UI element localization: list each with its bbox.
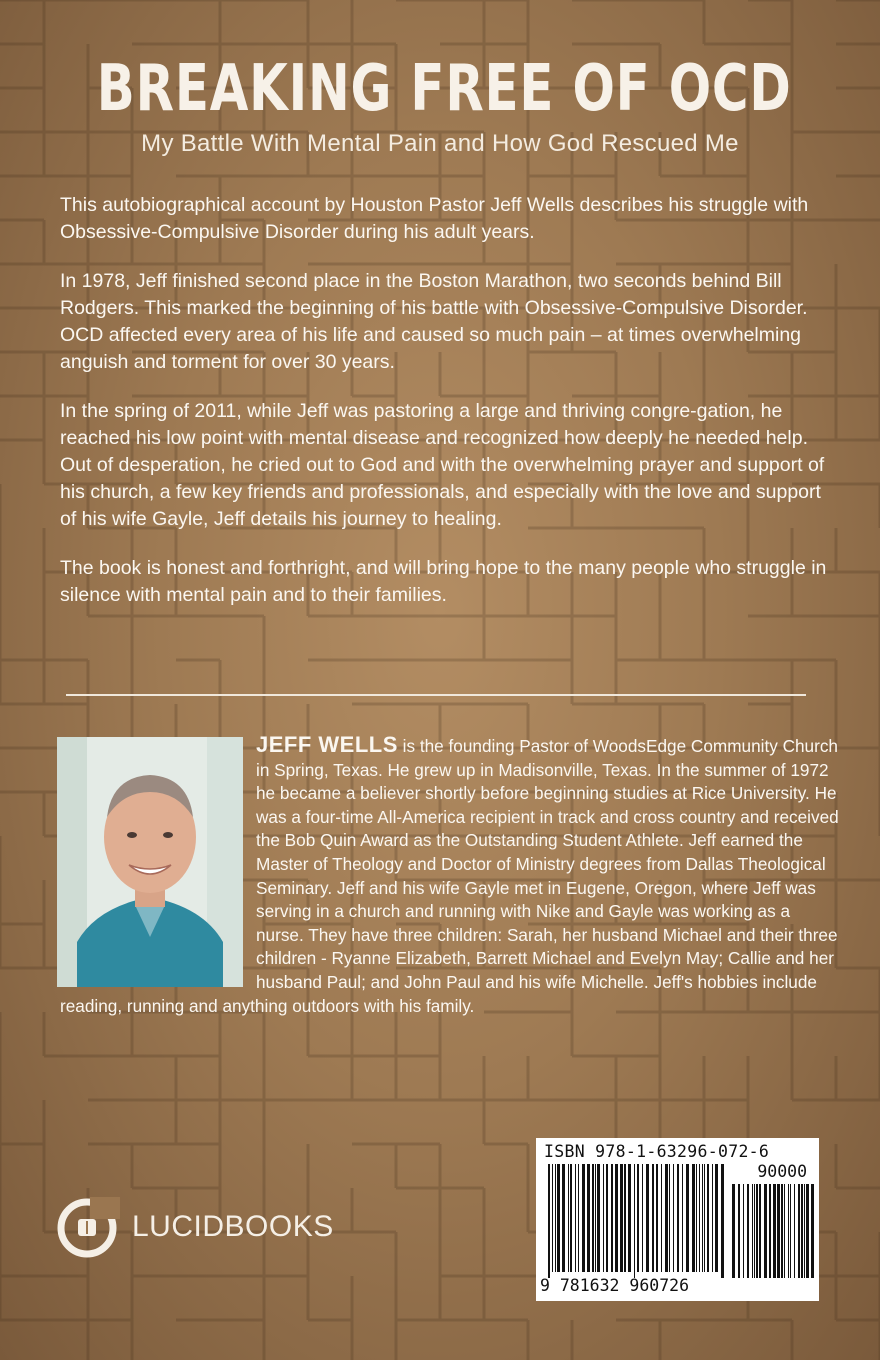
isbn-barcode: [536, 1138, 819, 1301]
book-description: [60, 192, 830, 631]
section-divider: [66, 694, 806, 696]
author-name: JEFF WELLS: [256, 732, 398, 757]
description-paragraph: In the spring of 2011, while Jeff was pastoring a large and thriving congre-gation, he reached his low point with mental disease and recognized how deeply he needed help. Out of desperation, he cried out to God and with the overwhelming prayer and support of his church, a few key friends and professionals, and especially with the love and support of his wife Gayle, Jeff details his journey to healing.: [60, 400, 825, 530]
book-title: BREAKING FREE OF OCD: [96, 52, 792, 126]
publisher-name: LUCIDBOOKS: [132, 1210, 334, 1243]
price-code: 90000: [757, 1162, 807, 1181]
description-paragraph: In 1978, Jeff finished second place in the Boston Marathon, two seconds behind Bill Rodgers. This marked the beginning of his battle with Obsessive-Compulsive Disorder. OCD affected every area of his life and caused so much pain – at times overwhelming anguish and torment for over 30 years.: [60, 270, 808, 373]
author-bio: [60, 733, 840, 1018]
book-subtitle: My Battle With Mental Pain and How God Rescued Me: [141, 130, 739, 157]
description-paragraph: This autobiographical account by Houston Pastor Jeff Wells describes his struggle with Obsessive-Compulsive Disorder during his adult years.: [60, 194, 809, 243]
photo-spacer: [60, 733, 256, 976]
author-bio-text: is the founding Pastor of WoodsEdge Community Church in Spring, Texas. He grew up in Madisonville, Texas. In the summer of 1972 he became a believer shortly before beginning studies at Rice University. He was a four-time All-America recipient in track and cross country and received the Bob Quin Award as the Outstanding Student Athlete. Jeff earned the Master of Theology and Doctor of Ministry degrees from Dallas Theological Seminary. Jeff and his wife Gayle met in Eugene, Oregon, where Jeff was serving in a church and running with Nike and Gayle was working as a nurse. They have three children: Sarah, her husband Michael and their three children - Ryanne Elizabeth, Barrett Michael and Evelyn May; Callie and her husband Paul; and John Paul and his wife Michelle. Jeff's hobbies include reading, running and anything outdoors with his family.: [60, 736, 839, 1016]
description-paragraph: The book is honest and forthright, and will bring hope to the many people who struggle in silence with mental pain and to their families.: [60, 557, 827, 606]
barcode-digits: 9 781632 960726: [540, 1276, 690, 1295]
isbn-label: ISBN 978-1-63296-072-6: [544, 1142, 770, 1161]
